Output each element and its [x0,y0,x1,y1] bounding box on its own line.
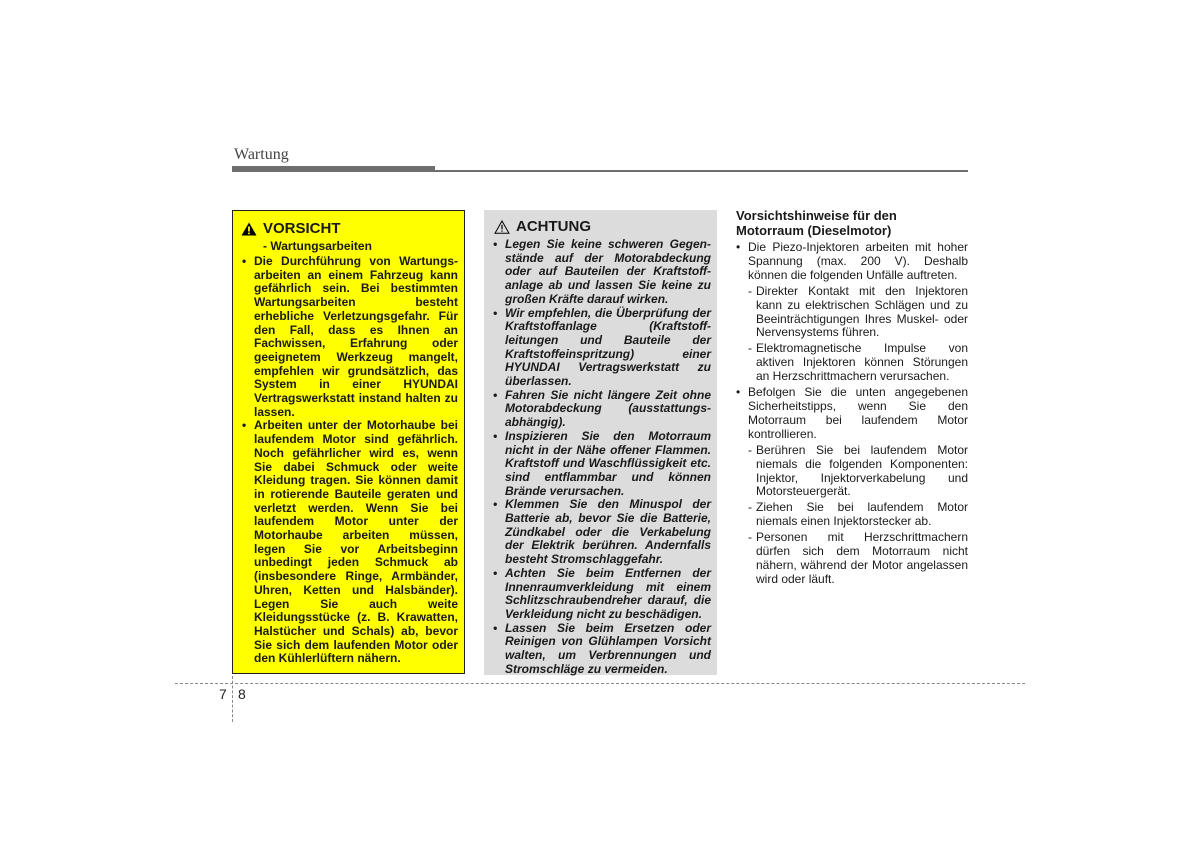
sub-item: - Direkter Kontakt mit den Injektoren kann zu elektrischen Schlägen und zu Beeinträchtigungen Ihres Muskel- oder Nervensystems führen. [736,285,968,341]
vorsicht-list [241,255,458,666]
sub-item: - Personen mit Herzschrittmachern dürfen sich dem Motorraum nicht nähern, während der Motor angelassen wird oder läuft. [736,531,968,587]
vorsicht-item: • Die Durchführung von Wartungsarbeiten an einem Fahrzeug kann gefährlich sein. Bei bestimmten Wartungsarbeiten besteht erhebliche Verletzungsgefahr. Für den Fall, dass es Ihnen an Fachwissen, Erfahrung oder geeignetem Werkzeug mangelt, empfehlen wir grundsätzlich, das System in einer HYUNDAI Vertragswerkstatt instand halten zu lassen. [241,255,458,419]
bullet-item: • Befolgen Sie die unten angegebenen Sicherheitstipps, wenn Sie den Motorraum bei laufendem Motor kontrollieren. [736,386,968,442]
achtung-item: • Fahren Sie nicht längere Zeit ohne Motorabdeckung (ausstattungsabhängig). [492,389,711,430]
footer-dashed-rule [175,683,1025,684]
achtung-notice-box [484,210,717,675]
sub-item: - Ziehen Sie bei laufendem Motor niemals einen Injektorstecker ab. [736,501,968,529]
footer-page-divider [232,676,233,722]
achtung-header [494,218,711,236]
diesel-precautions-heading: Vorsichtshinweise für den Motorraum (Dieselmotor) [736,208,897,238]
vorsicht-warning-box [232,210,465,674]
vorsicht-title: VORSICHT [263,220,341,237]
page-number: 8 [238,686,246,702]
page-header-title: Wartung [234,146,289,163]
achtung-title: ACHTUNG [516,218,591,235]
achtung-list [492,238,711,677]
achtung-item: • Achten Sie beim Entfernen der Innenraumverkleidung mit einem Schlitzschraubendreher darauf, die Verkleidung nicht zu beschädigen. [492,567,711,622]
header-rule-thin [435,170,968,172]
sub-item: - Berühren Sie bei laufendem Motor niemals die folgenden Komponenten: Injektor, Injektorverkabelung und Motorsteuergerät. [736,444,968,500]
bullet-item: • Die Piezo-Injektoren arbeiten mit hoher Spannung (max. 200 V). Deshalb können die folgenden Unfälle auftreten. [736,241,968,283]
vorsicht-subtitle: - Wartungsarbeiten [263,239,372,253]
chapter-number: 7 [219,686,227,702]
sub-item: - Elektromagnetische Impulse von aktiven Injektoren können Störungen an Herzschrittmachern verursachen. [736,342,968,384]
vorsicht-header [241,220,458,238]
achtung-item: • Klemmen Sie den Minuspol der Batterie ab, bevor Sie die Batterie, Zündkabel oder die Verkabelung der Elektrik berühren. Andernfalls besteht Stromschlaggefahr. [492,498,711,567]
header-rule-thick [232,166,435,172]
diesel-precautions-column [736,208,968,589]
achtung-item: • Wir empfehlen, die Überprüfung der Kraftstoffanlage (Kraftstoffleitungen und Bauteile der Kraftstoffeinspritzung) einer HYUNDAI Vertragswerkstatt zu überlassen. [492,307,711,389]
vorsicht-item: • Arbeiten unter der Motorhaube bei laufendem Motor sind gefährlich. Noch gefährlicher wird es, wenn Sie dabei Schmuck oder weite Kleidung tragen. Sie können damit in rotierende Bauteile geraten und verletzt werden. Wenn Sie bei laufendem Motor unter der Motorhaube arbeiten müssen, legen Sie vor Arbeitsbeginn unbedingt jeden Schmuck ab (insbesondere Ringe, Armbänder, Uhren, Ketten und Halsbänder). Legen Sie auch weite Kleidungsstücke (z. B. Krawatten, Halstücher und Schals) ab, bevor Sie sich dem laufenden Motor oder den Kühlerlüftern nähern. [241,419,458,666]
achtung-item: • Legen Sie keine schweren Gegenstände auf der Motorabdeckung oder auf Bauteilen der Kraftstoffanlage ab und lassen Sie keine zu großen Kräfte darauf wirken. [492,238,711,307]
achtung-item: • Inspizieren Sie den Motorraum nicht in der Nähe offener Flammen. Kraftstoff und Waschflüssigkeit etc. sind entflammbar und können Brände verursachen. [492,430,711,499]
warning-triangle-icon [241,222,257,236]
caution-triangle-icon [494,220,510,234]
achtung-item: • Lassen Sie beim Ersetzen oder Reinigen von Glühlampen Vorsicht walten, um Verbrennungen und Stromschläge zu vermeiden. [492,622,711,677]
